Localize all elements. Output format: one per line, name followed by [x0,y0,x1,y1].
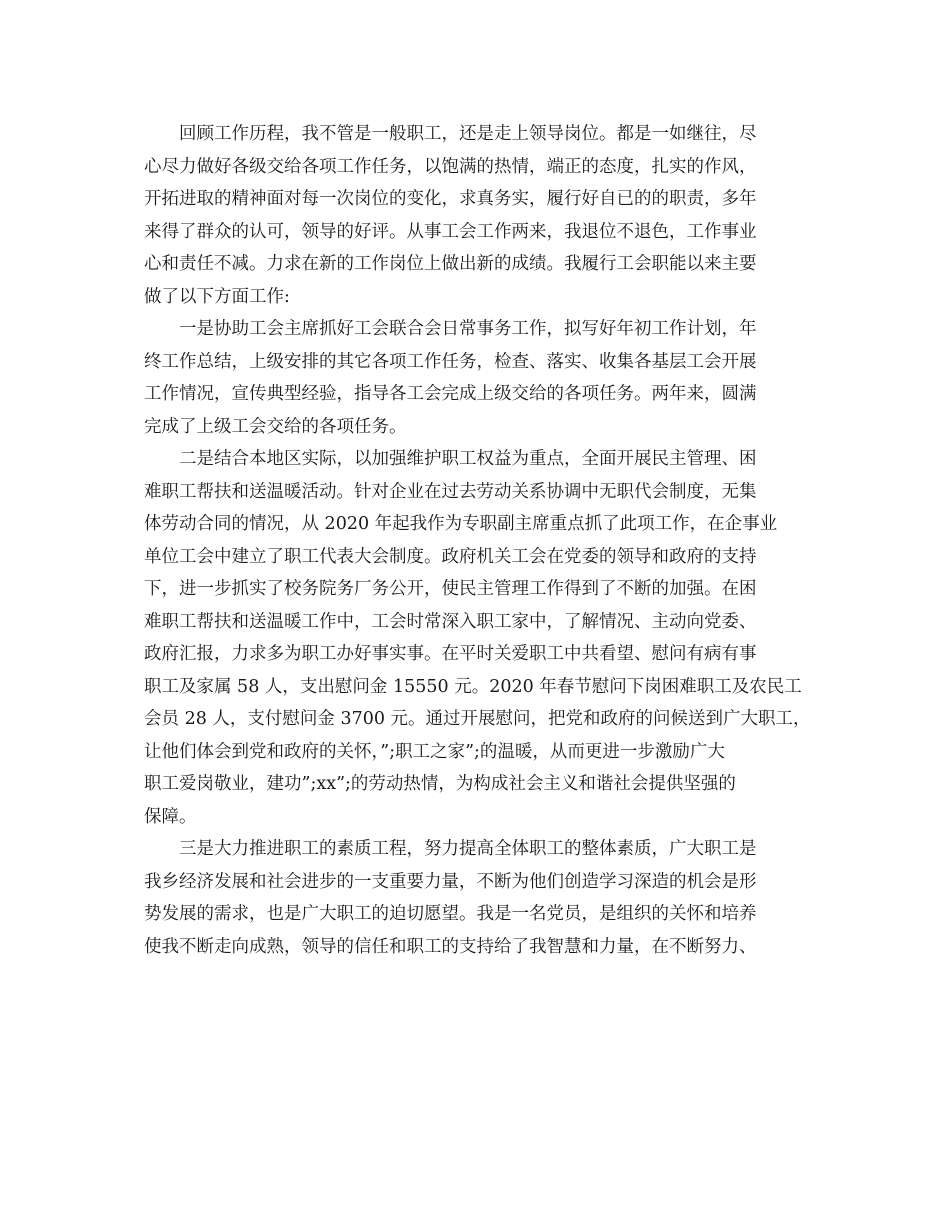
text-line: 职工爱岗敬业，建功”;xx”;的劳动热情，为构成社会主义和谐社会提供坚强的 [144,774,736,794]
paragraph-2 [144,313,824,443]
text-line: 回顾工作历程，我不管是一般职工，还是走上领导岗位。都是一如继往，尽 [179,124,757,144]
text-line: 保障。 [144,806,197,827]
text-line: 下，进一步抓实了校务院务厂务公开，使民主管理工作得到了不断的加强。在困 [144,579,757,599]
text-line: 让他们体会到党和政府的关怀，”;职工之家”;的温暖，从而更进一步激励广大 [144,741,725,762]
text-line: 来得了群众的认可，领导的好评。从事工会工作两来，我退位不退色，工作事业 [144,221,757,242]
paragraph-3 [144,443,824,833]
text-line: 终工作总结，上级安排的其它各项工作任务，检查、落实、收集各基层工会开展 [144,351,757,372]
text-line: 体劳动合同的情况，从 2020 年起我作为专职副主席重点抓了此项工作，在企事业 [144,514,778,534]
text-line: 会员 28 人，支付慰问金 3700 元。通过开展慰问，把党和政府的问候送到广大职工， [144,709,811,729]
text-line: 二是结合本地区实际，以加强维护职工权益为重点，全面开展民主管理、困 [179,449,757,469]
document-body [144,118,824,963]
text-line: 做了以下方面工作: [144,286,290,307]
paragraph-1 [144,118,824,313]
text-line: 一是协助工会主席抓好工会联合会日常事务工作，拟写好年初工作计划，年 [179,319,757,339]
text-line: 工作情况，宣传典型经验，指导各工会完成上级交给的各项任务。两年来，圆满 [144,384,757,404]
text-line: 单位工会中建立了职工代表大会制度。政府机关工会在党委的领导和政府的支持 [144,546,757,567]
text-line: 开拓进取的精神面对每一次岗位的变化，求真务实，履行好自已的的职责，多年 [144,189,757,209]
text-line: 三是大力推进职工的素质工程，努力提高全体职工的整体素质，广大职工是 [179,839,757,859]
text-line: 难职工帮扶和送温暖工作中，工会时常深入职工家中，了解情况、主动向党委、 [144,611,757,632]
paragraph-4 [144,833,824,963]
text-line: 势发展的需求，也是广大职工的迫切愿望。我是一名党员，是组织的关怀和培养 [144,904,757,924]
text-line: 难职工帮扶和送温暖活动。针对企业在过去劳动关系协调中无职代会制度，无集 [144,481,757,502]
text-line: 我乡经济发展和社会进步的一支重要力量，不断为他们创造学习深造的机会是形 [144,871,757,892]
text-line: 职工及家属 58 人，支出慰问金 15550 元。2020 年春节慰问下岗困难职工及农民工 [144,676,802,697]
text-line: 政府汇报，力求多为职工办好事实事。在平时关爱职工中共看望、慰问有病有事 [144,644,757,664]
text-line: 心和责任不减。力求在新的工作岗位上做出新的成绩。我履行工会职能以来主要 [144,254,757,274]
text-line: 使我不断走向成熟，领导的信任和职工的支持给了我智慧和力量，在不断努力、 [144,936,757,957]
text-line: 心尽力做好各级交给各项工作任务，以饱满的热情，端正的态度，扎实的作风， [144,156,757,177]
text-line: 完成了上级工会交给的各项任务。 [144,416,407,437]
